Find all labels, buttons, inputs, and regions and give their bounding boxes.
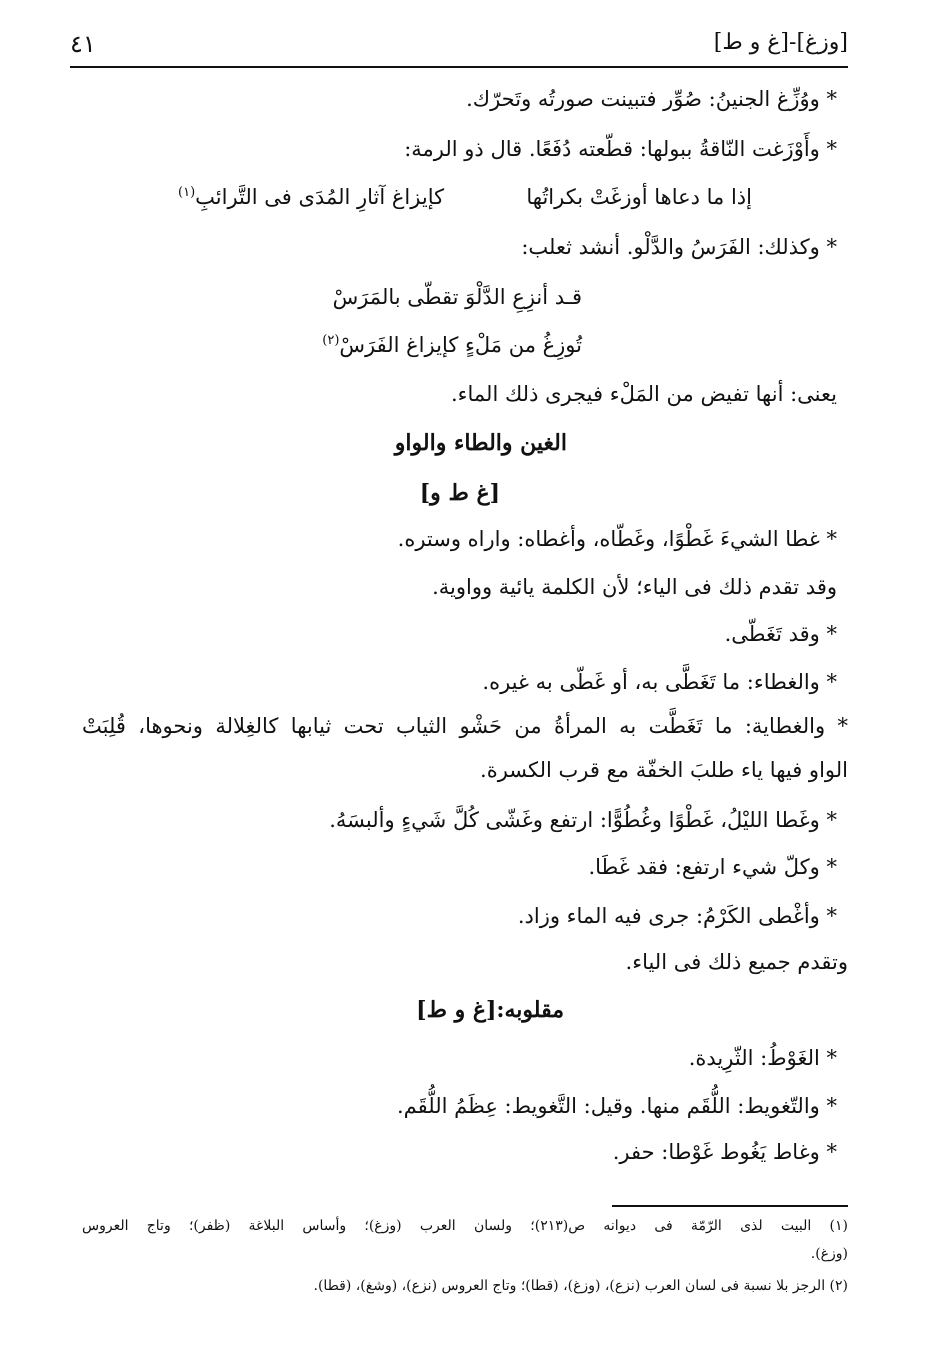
text-line: * ووُزِّغ الجنينُ: صُوِّر فتبينت صورتُه وتَحرّك.: [466, 87, 837, 111]
verse-text: تُوزِغُ من مَلْءٍ كإيزاغ الفَرَسْ: [339, 333, 582, 357]
section-heading: الغين والطاء والواو: [394, 430, 567, 456]
rajaz-line-1: قـد أنزِعِ الدَّلْوَ تقطّى بالمَرَسْ: [332, 285, 582, 309]
verse-hemistich-right: إذا ما دعاها أوزغَتْ بكراتُها: [526, 185, 752, 209]
text-line: * غطا الشيءَ غَطْوًا، وغَطّاه، وأغطاه: واراه وستره.: [397, 527, 837, 551]
text-line: الواو فيها ياء طلبَ الخفّة مع قرب الكسرة.: [480, 758, 848, 782]
footnote-marker: (١): [178, 185, 196, 200]
text-line: * وقد تَغَطّى.: [724, 622, 837, 646]
footnote-rule: [612, 1205, 848, 1207]
text-line: * وأغْطى الكَرْمُ: جرى فيه الماء وزاد.: [517, 904, 837, 928]
text-line: * وأَوْزَغت النّاقةُ ببولها: قطّعته دُفَعًا. قال ذو الرمة:: [404, 137, 837, 161]
verse-hemistich-left: [178, 185, 444, 209]
footnote-1-cont: (وزغ).: [810, 1246, 848, 1262]
rajaz-line-2: [322, 333, 582, 357]
root-heading: [غ ط و]: [419, 480, 500, 506]
footnote-1: (١) البيت لذى الرّمّة فى ديوانه ص(٢١٣)؛ ولسان العرب (وزغ)؛ وأساس البلاغة (ظفر)؛ وتاج العروس: [82, 1218, 848, 1234]
header-rule: [70, 66, 848, 68]
footnote-marker: (٢): [322, 333, 340, 348]
text-line: * والتّغويط: اللُّقَم منها. وقيل: التَّغويط: عِظَمُ اللُّقَم.: [397, 1094, 837, 1118]
text-line: * وغَطا الليْلُ، غَطْوًا وغُطُوًّا: ارتفع وغَشّى كُلَّ شَيءٍ وألبسَهُ.: [329, 808, 837, 832]
text-line: * وكلّ شيء ارتفع: فقد غَطَا.: [588, 855, 837, 879]
text-line: يعنى: أنها تفيض من المَلْء فيجرى ذلك الماء.: [450, 382, 837, 406]
text-line: * وكذلك: الفَرَسُ والدَّلْو. أنشد ثعلب:: [521, 235, 837, 259]
text-line: وتقدم جميع ذلك فى الياء.: [625, 950, 848, 974]
root-heading: مقلوبه:[غ و ط]: [416, 997, 564, 1023]
footnote-2: (٢) الرجز بلا نسبة فى لسان العرب (نزع)، (وزغ)، (قطا)؛ وتاج العروس (نزع)، (وشغ)، (قطا).: [313, 1278, 848, 1294]
text-line: وقد تقدم ذلك فى الياء؛ لأن الكلمة يائية وواوية.: [432, 575, 837, 599]
text-line: * والغطاء: ما تَغَطَّى به، أو غَطّى به غيره.: [482, 670, 837, 694]
text-line: * وغاط يَغُوط غَوْطا: حفر.: [612, 1140, 837, 1164]
running-header: [وزغ]-[غ و ط]: [713, 30, 848, 55]
page-number: ٤١: [70, 30, 96, 58]
text-line: * والغطاية: ما تَغَطَّت به المرأةُ من حَشْو الثياب تحت ثيابها كالغِلالة ونحوها، قُلِبَتْ: [82, 714, 848, 738]
verse-text: كإيزاغ آثارِ المُدَى فى التَّرائبِ: [195, 185, 445, 209]
text-line: * الغَوْطُ: الثّرِيدة.: [688, 1046, 837, 1070]
